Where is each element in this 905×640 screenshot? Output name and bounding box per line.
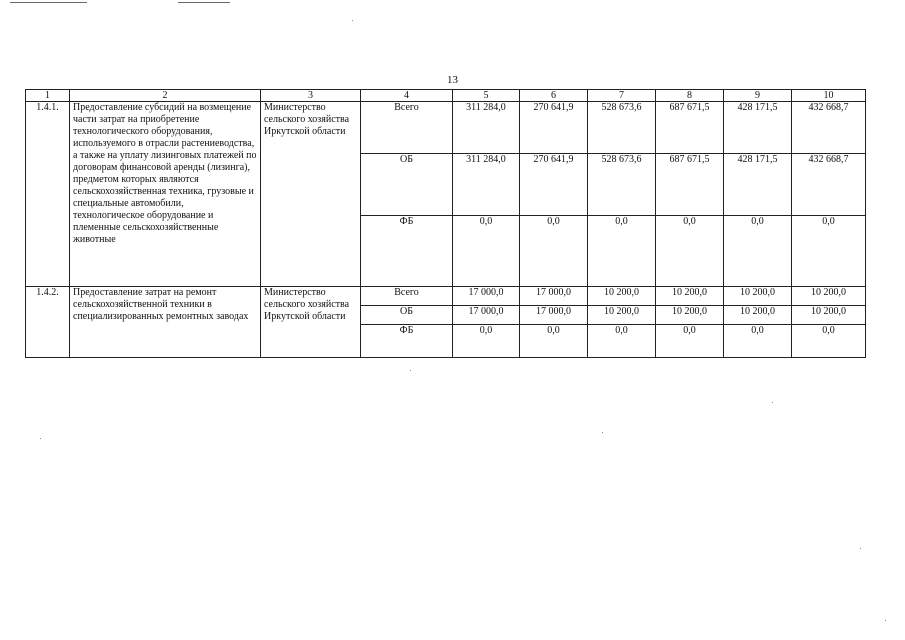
- value-cell: 0,0: [724, 216, 792, 287]
- header-col-1: 1: [26, 90, 70, 102]
- value-cell: 17 000,0: [520, 306, 588, 325]
- header-col-6: 6: [520, 90, 588, 102]
- funding-source: ФБ: [361, 216, 453, 287]
- value-cell: 0,0: [453, 216, 520, 287]
- value-cell: 270 641,9: [520, 102, 588, 154]
- value-cell: 10 200,0: [656, 287, 724, 306]
- value-cell: 10 200,0: [792, 287, 866, 306]
- page-number: 13: [447, 74, 458, 86]
- value-cell: 10 200,0: [724, 306, 792, 325]
- value-cell: 311 284,0: [453, 102, 520, 154]
- value-cell: 428 171,5: [724, 154, 792, 216]
- header-col-9: 9: [724, 90, 792, 102]
- value-cell: 0,0: [588, 325, 656, 358]
- value-cell: 17 000,0: [453, 287, 520, 306]
- row-organization: Министерство сельского хозяйства Иркутской области: [261, 287, 361, 358]
- value-cell: 270 641,9: [520, 154, 588, 216]
- funding-source: ОБ: [361, 306, 453, 325]
- value-cell: 0,0: [792, 325, 866, 358]
- value-cell: 0,0: [520, 216, 588, 287]
- header-col-2: 2: [70, 90, 261, 102]
- scan-speck: [885, 620, 886, 621]
- value-cell: 10 200,0: [792, 306, 866, 325]
- value-cell: 687 671,5: [656, 102, 724, 154]
- header-col-5: 5: [453, 90, 520, 102]
- value-cell: 0,0: [656, 216, 724, 287]
- header-col-10: 10: [792, 90, 866, 102]
- funding-source: Всего: [361, 102, 453, 154]
- scan-speck: [410, 370, 411, 371]
- row-description: Предоставление затрат на ремонт сельскохозяйственной техники в специализированных ремонтных заводах: [70, 287, 261, 358]
- table-row: [26, 102, 866, 154]
- value-cell: 0,0: [724, 325, 792, 358]
- value-cell: 528 673,6: [588, 154, 656, 216]
- value-cell: 17 000,0: [453, 306, 520, 325]
- funding-source: ФБ: [361, 325, 453, 358]
- value-cell: 10 200,0: [656, 306, 724, 325]
- scan-speck: [602, 432, 603, 433]
- value-cell: 432 668,7: [792, 102, 866, 154]
- header-col-3: 3: [261, 90, 361, 102]
- value-cell: 0,0: [453, 325, 520, 358]
- funding-source: Всего: [361, 287, 453, 306]
- scan-speck: [352, 20, 353, 21]
- scan-speck: [860, 548, 861, 549]
- value-cell: 0,0: [656, 325, 724, 358]
- value-cell: 687 671,5: [656, 154, 724, 216]
- row-description: Предоставление субсидий на возмещение части затрат на приобретение технологического оборудования, используемого в отрасли растениеводства, а также на уплату лизинговых платежей по договорам финансовой аренды (лизинга), предметом которых являются сельскохозяйственная техника, грузовые и специальные автомобили, технологическое оборудование и племенные сельскохозяйственные животные: [70, 102, 261, 287]
- value-cell: 311 284,0: [453, 154, 520, 216]
- header-col-7: 7: [588, 90, 656, 102]
- value-cell: 0,0: [588, 216, 656, 287]
- scan-speck: [40, 438, 41, 439]
- value-cell: 432 668,7: [792, 154, 866, 216]
- value-cell: 10 200,0: [588, 287, 656, 306]
- value-cell: 0,0: [792, 216, 866, 287]
- row-organization: Министерство сельского хозяйства Иркутской области: [261, 102, 361, 287]
- header-col-4: 4: [361, 90, 453, 102]
- header-col-8: 8: [656, 90, 724, 102]
- row-code: 1.4.2.: [26, 287, 70, 358]
- funding-source: ОБ: [361, 154, 453, 216]
- value-cell: 428 171,5: [724, 102, 792, 154]
- value-cell: 17 000,0: [520, 287, 588, 306]
- scan-mark-left: [10, 2, 87, 3]
- table-row: [26, 287, 866, 306]
- row-code: 1.4.1.: [26, 102, 70, 287]
- scan-mark-right: [178, 2, 230, 3]
- value-cell: 0,0: [520, 325, 588, 358]
- table-header-row: [26, 90, 866, 102]
- value-cell: 10 200,0: [588, 306, 656, 325]
- budget-table: [25, 89, 866, 358]
- scan-speck: [772, 402, 773, 403]
- value-cell: 528 673,6: [588, 102, 656, 154]
- value-cell: 10 200,0: [724, 287, 792, 306]
